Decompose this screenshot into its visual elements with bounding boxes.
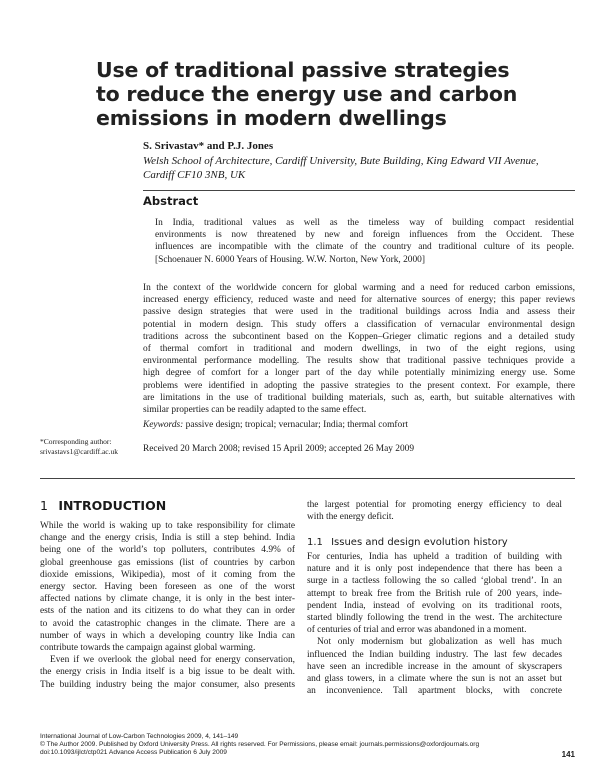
keywords-label: Keywords: — [143, 420, 184, 430]
abstract-line: potential in modern design. This study offers a classification of vernacular environmental design — [143, 319, 575, 330]
corresponding-author-email: srivastavs1@cardiff.ac.uk — [40, 447, 118, 456]
abstract-line: of thermal comfort in traditional and modern dwellings, in two of the eight regions, using — [143, 344, 575, 355]
abstract-line: are limitations in the use of traditional building materials, such as, earth, but suitable alternatives with — [143, 392, 575, 403]
body-line: nature and it is only post independence that there has been a — [307, 564, 562, 575]
abstract-line: high degree of comfort for a longer part of the day while potentially minimizing energy use. Some — [143, 368, 575, 379]
section-divider — [40, 478, 575, 479]
body-line: global greenhouse gas emissions (list of countries by carbon — [40, 557, 295, 568]
corresponding-author-label: *Corresponding author: — [40, 437, 112, 446]
body-line: energy sector. Having been foreseen as one of the worst — [40, 582, 295, 593]
quote-line: [Schoenauer N. 6000 Years of Housing. W.W. Norton, New York, 2000] — [155, 254, 425, 265]
body-line: influenced the Indian building industry. The last few decades — [307, 649, 562, 660]
body-line: started blindly following the trend in the west. The architecture — [307, 613, 562, 624]
body-line: ests of the nation and its citizens to do what they can in order — [40, 606, 295, 617]
received-dates: Received 20 March 2008; revised 15 April 2009; accepted 26 May 2009 — [143, 444, 415, 454]
keywords-text: passive design; tropical; vernacular; India; thermal comfort — [185, 420, 408, 430]
subsection-title: Issues and design evolution history — [331, 537, 508, 548]
body-line: contribute towards the campaign against global warming. — [40, 643, 256, 654]
body-line: While the world is waking up to take responsibility for climate — [40, 521, 295, 531]
abstract-heading: Abstract — [143, 190, 575, 208]
body-line: an inconvenience. Tall apartment blocks, with concrete — [307, 686, 562, 697]
body-line: surge in a tactless following the so called ‘global trend’. In an — [307, 576, 562, 587]
body-line: with the energy deficit. — [307, 512, 394, 523]
quote-line: environments is now threatened by new and foreign influences from the Occident. These — [155, 230, 574, 241]
body-line: attempt to break free from the British rule of 200 years, inde- — [307, 588, 562, 599]
body-line: of centuries of trial and error was abandoned in a moment. — [307, 625, 527, 636]
body-line: being one of the world’s top polluters, contributes 4.9% of — [40, 545, 295, 556]
body-line: affected nations by climate change, it is only in the best inter- — [40, 594, 295, 605]
title-line: emissions in modern dwellings — [96, 106, 447, 130]
body-line: Even if we overlook the global need for energy conservation, — [50, 655, 295, 666]
section-title: INTRODUCTION — [58, 498, 167, 513]
right-column-top-text — [307, 499, 562, 523]
title-line: to reduce the energy use and carbon — [96, 82, 518, 106]
subsection-number: 1.1 — [307, 537, 323, 548]
affiliation-line: Cardiff CF10 3NB, UK — [143, 169, 246, 181]
abstract-body — [143, 282, 575, 416]
body-line: the energy crisis in India itself is a big issue to be dealt with. — [40, 667, 295, 678]
abstract-line: traditions across the subcontinent based on the Koppen–Grieger climatic regions and a detailed study — [143, 331, 575, 342]
page-number: 141 — [561, 750, 575, 759]
footer-line: doi:10.1093/ijlct/ctp021 Advance Access Publication 6 July 2009 — [40, 749, 227, 756]
body-line: number of ways in which a developing country like India can — [40, 630, 295, 641]
body-line: to avoid the catastrophic changes in the climate. There are a — [40, 618, 295, 629]
affiliation-line: Welsh School of Architecture, Cardiff University, Bute Building, King Edward VII Avenue, — [143, 155, 539, 167]
left-column-text — [40, 520, 295, 691]
abstract-line: problems were identified in adopting the passive strategies to the present context. For example, there — [143, 380, 575, 391]
keywords — [143, 420, 408, 430]
authors: S. Srivastav* and P.J. Jones — [143, 140, 274, 152]
body-line: The building industry being the major consumer, also presents — [40, 679, 295, 690]
body-line: the largest potential for promoting energy efficiency to deal — [307, 500, 562, 510]
quote-line: In India, traditional values as well as the timeless way of building compact residential — [155, 218, 574, 228]
article-title — [96, 58, 556, 130]
abstract-line: increased energy efficiency, reduced waste and need for alternative sources of energy; this paper reviews — [143, 295, 575, 306]
journal-footer — [40, 733, 575, 757]
abstract-line: In the context of the worldwide concern for global warming and a need for reduced carbon emissions, — [143, 283, 575, 293]
footer-line: © The Author 2009. Published by Oxford University Press. All rights reserved. For Permissions, please email: journals.permissions@oxfordjournals.org — [40, 741, 480, 748]
affiliation — [143, 154, 583, 182]
section-number: 1 — [40, 498, 48, 513]
subsection-heading — [307, 537, 508, 548]
quote-line: influences are incompatible with the climate of the country and traditional culture of its people. — [155, 242, 574, 253]
abstract-line: similar properties can be readily adapted to the same effect. — [143, 405, 367, 416]
abstract-line: environmental performance modelling. The results show that traditional passive techniques provide a — [143, 356, 575, 367]
body-line: pendent India, instead of evolving on its traditional roots, — [307, 600, 562, 611]
section-heading — [40, 498, 166, 513]
body-line: have seen an incredible increase in the amount of skyscrapers — [307, 661, 562, 672]
abstract-line: passive design strategies that were used in the traditional buildings across India and assess their — [143, 307, 575, 318]
body-line: dioxide emissions, Wikipedia), most of it coming from the — [40, 569, 295, 580]
body-line: and glass towers, in a climate where the sun is not an asset but — [307, 674, 562, 685]
title-line: Use of traditional passive strategies — [96, 58, 510, 82]
epigraph-quote — [155, 217, 574, 266]
footer-line: International Journal of Low-Carbon Technologies 2009, 4, 141–149 — [40, 733, 239, 740]
right-column-text — [307, 551, 562, 697]
body-line: For centuries, India has upheld a tradition of building with — [307, 552, 562, 562]
body-line: change and the energy crisis, India is still a step behind. India — [40, 533, 295, 544]
body-line: Not only modernism but globalization as well has much — [317, 637, 562, 648]
